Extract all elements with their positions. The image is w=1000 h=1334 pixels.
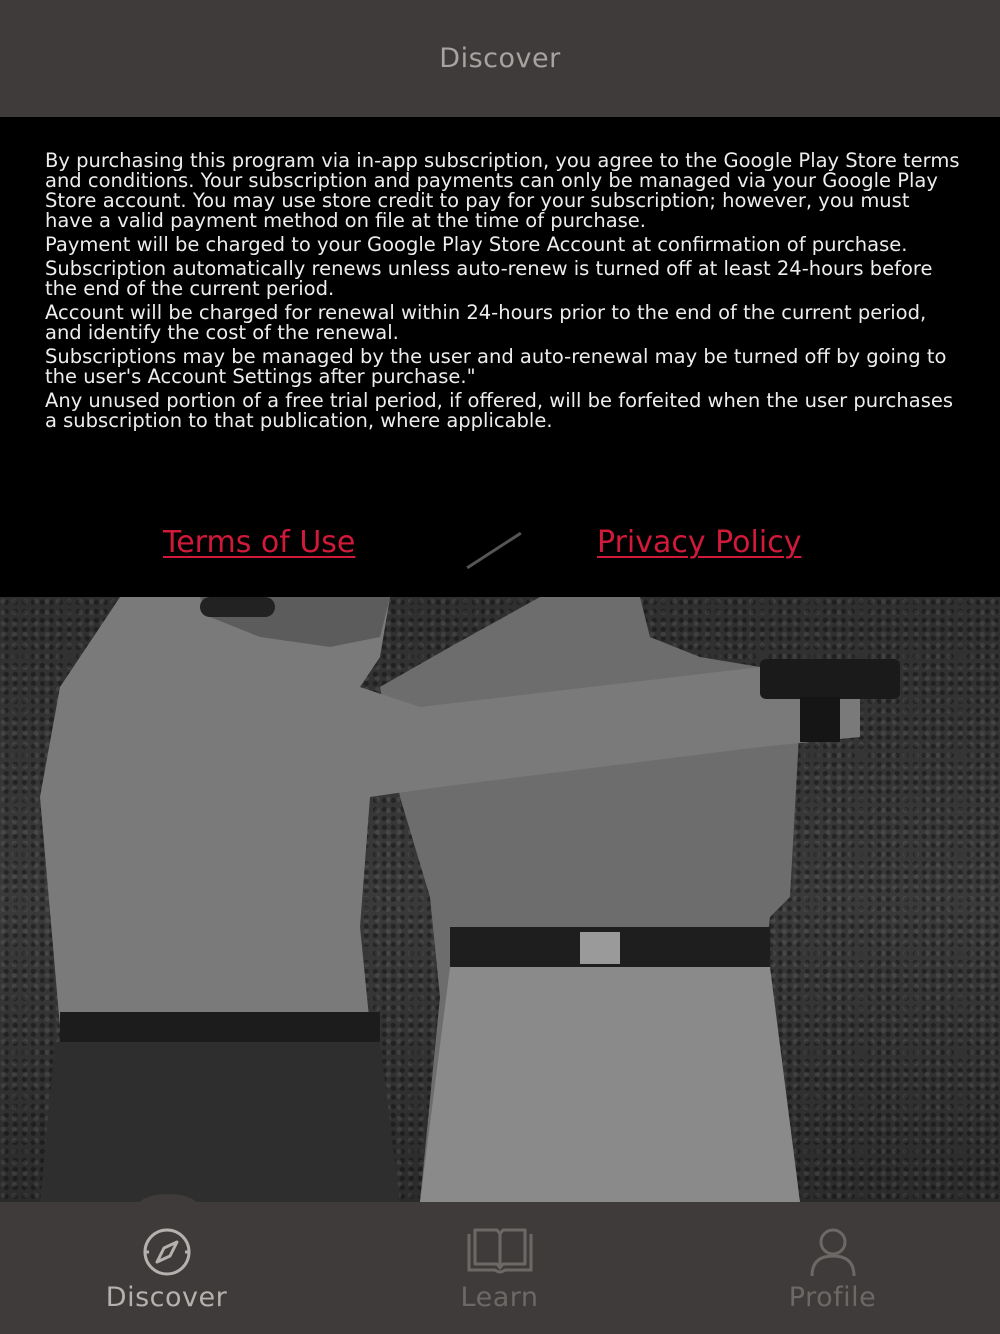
terms-of-use-link[interactable]: Terms of Use bbox=[163, 525, 356, 560]
shooting-instruction-photo bbox=[0, 597, 1000, 1202]
terms-paragraph: Subscriptions may be managed by the user and auto-renewal may be turned off by going to the user's Account Settings after purchase." bbox=[45, 345, 947, 388]
legal-links bbox=[0, 525, 1000, 575]
terms-paragraph: Any unused portion of a free trial period, if offered, will be forfeited when the user purchases a subscription to that publication, where applicable. bbox=[45, 389, 954, 432]
terms-paragraph: By purchasing this program via in-app subscription, you agree to the Google Play Store terms and conditions. Your subscription and payments can only be managed via your Google Play Store account. You may use store credit to pay for your subscription; however, you must have a valid payment method on file at the time of purchase. bbox=[45, 149, 960, 232]
tab-label: Profile bbox=[788, 1282, 877, 1313]
tab-learn[interactable] bbox=[333, 1202, 666, 1334]
terms-paragraph: Subscription automatically renews unless auto-renew is turned off at least 24-hours before the end of the current period. bbox=[45, 257, 933, 300]
tab-label: Learn bbox=[460, 1282, 539, 1313]
book-icon bbox=[465, 1226, 535, 1278]
tab-label: Discover bbox=[105, 1282, 228, 1313]
compass-icon bbox=[132, 1226, 202, 1278]
tab-profile[interactable] bbox=[666, 1202, 999, 1334]
terms-text bbox=[45, 151, 960, 435]
user-icon bbox=[798, 1226, 868, 1278]
page-title: Discover bbox=[439, 43, 561, 74]
link-divider bbox=[466, 532, 521, 569]
background-photo bbox=[0, 597, 1000, 1202]
terms-paragraph: Account will be charged for renewal within 24-hours prior to the end of the current period, and identify the cost of the renewal. bbox=[45, 301, 927, 344]
privacy-policy-link[interactable]: Privacy Policy bbox=[597, 525, 802, 560]
tab-discover[interactable] bbox=[0, 1202, 333, 1334]
terms-paragraph: Payment will be charged to your Google Play Store Account at confirmation of purchase. bbox=[45, 233, 908, 256]
subscription-terms-panel bbox=[0, 117, 1000, 597]
bottom-tab-bar bbox=[0, 1202, 1000, 1334]
top-header bbox=[0, 0, 1000, 117]
